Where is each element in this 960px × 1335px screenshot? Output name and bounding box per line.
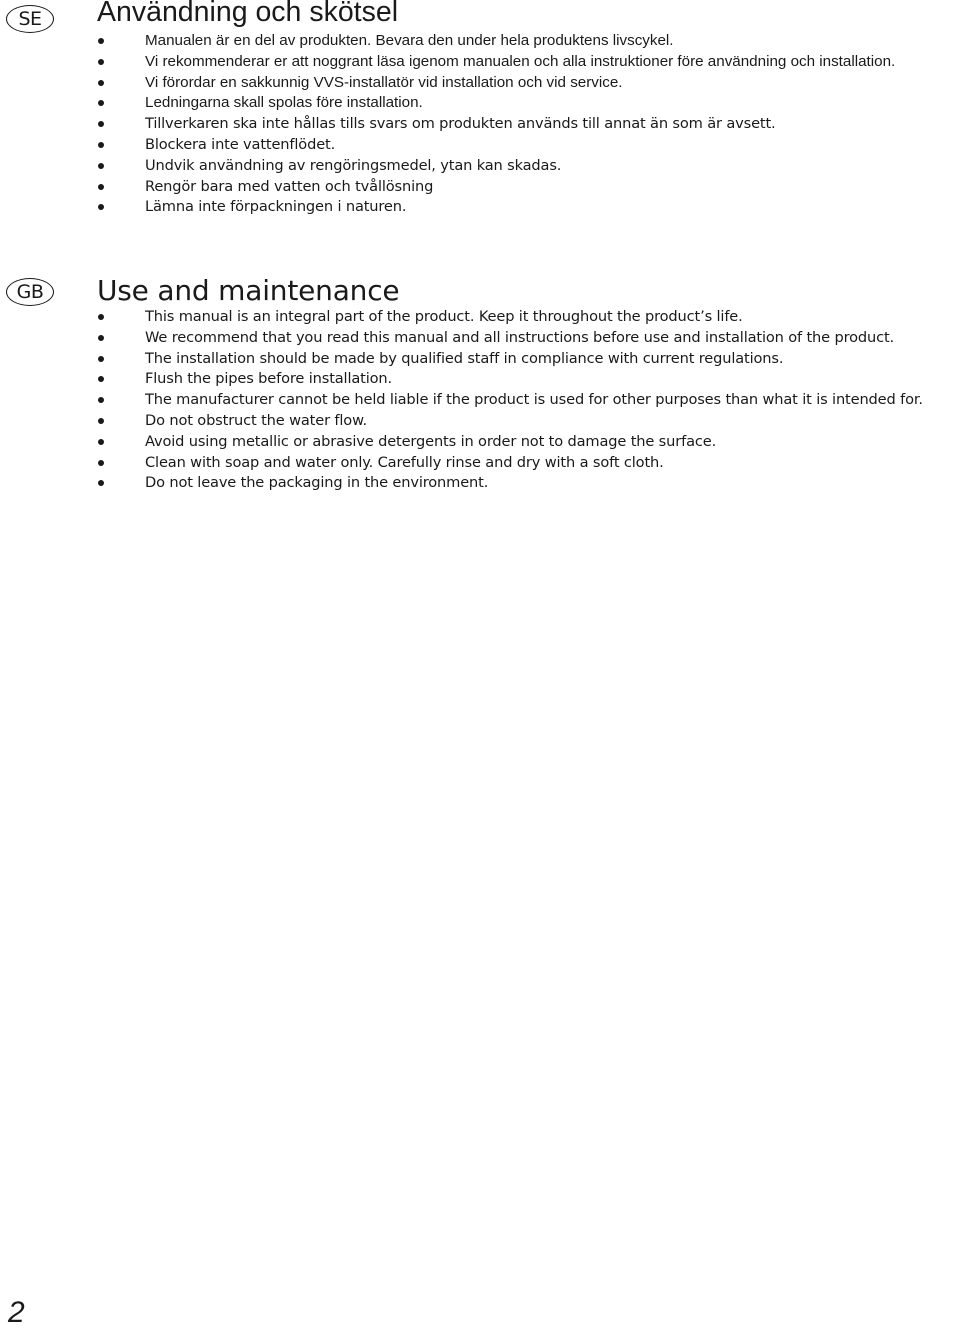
bullet-icon <box>98 204 104 210</box>
bullet-icon <box>98 142 104 148</box>
language-badge-gb: GB <box>6 278 54 306</box>
bullet-icon <box>98 38 104 44</box>
section-title-gb: Use and maintenance <box>97 274 400 307</box>
bullet-icon <box>98 121 104 127</box>
bullet-icon <box>98 397 104 403</box>
bullet-icon <box>98 439 104 445</box>
bullet-icon <box>98 59 104 65</box>
bullet-icon <box>98 460 104 466</box>
bullet-icon <box>98 335 104 341</box>
page-number: 2 <box>8 1296 25 1329</box>
bullet-icon <box>98 376 104 382</box>
bullet-icon <box>98 100 104 106</box>
bullet-icon <box>98 356 104 362</box>
bullet-icon <box>98 418 104 424</box>
language-badge-se: SE <box>6 5 54 33</box>
bullet-icon <box>98 163 104 169</box>
bullet-icon <box>98 80 104 86</box>
bullet-icon <box>98 480 104 486</box>
bullet-icon <box>98 184 104 190</box>
section-title-se: Användning och skötsel <box>97 0 399 28</box>
bullet-icon <box>98 314 104 320</box>
